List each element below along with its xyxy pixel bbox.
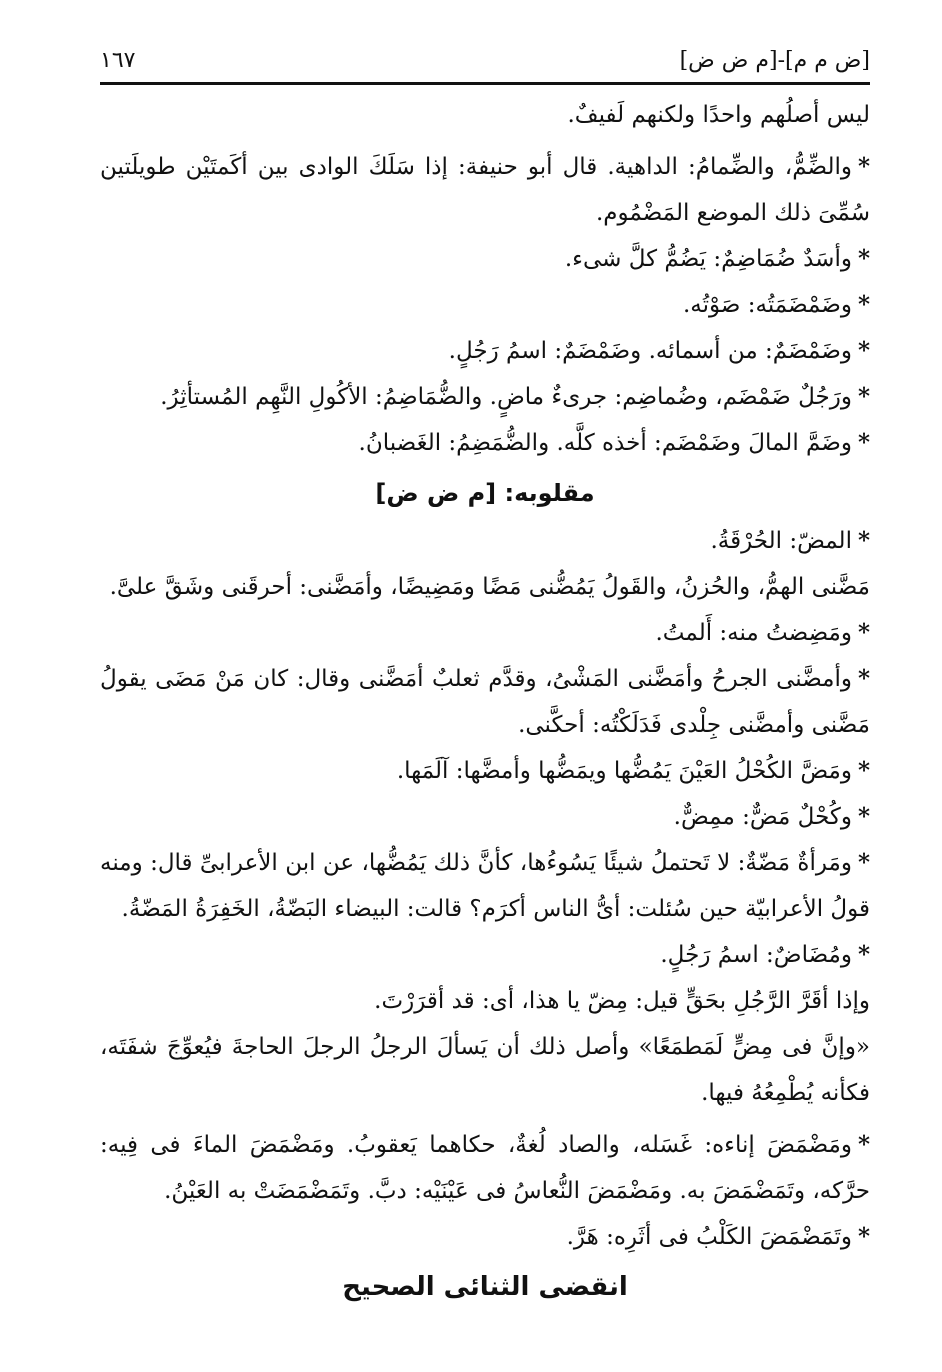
header-rule [100,82,870,85]
entry-star: * [857,849,870,876]
page-header [100,40,870,80]
paragraph: *وضَمْضَمَتُه: صَوْتُه. [683,291,870,318]
entry-star: * [857,527,870,554]
paragraph: *ومَرأةٌ مَضّةٌ: لا تَحتملُ شيئًا يَسُوءُها، كأنَّ ذلك يَمُضُّها، عن ابن الأعرابىِّ قال: ومنه قولُ الأعرابيّة حين سُئلت: أىُّ الناس أكرَم؟ قالت: البيضاء البَضّةُ، الخَفِرَةُ المَضّةُ. [100,849,870,922]
paragraph: *ومُضَاضٌ: اسمُ رَجُلٍ. [660,941,870,968]
page-number: ١٦٧ [100,47,136,73]
paragraph: *المضّ: الحُرْقَةُ. [710,527,870,554]
paragraph: «وإنَّ فى مِضٍّ لَمَطمَعًا» وأصل ذلك أن يَسألَ الرجلُ الرجلَ الحاجةَ فيُعوِّجَ شفَتَه، فكأنه يُطْمِعُهُ فيها. [100,1034,870,1106]
entry-star: * [857,803,870,830]
section-title: مقلوبه: [م ض ض] [375,479,595,507]
paragraph: *ورَجُلٌ ضَمْضَم، وضُماضِم: جرىءٌ ماضٍ. والضُّمَاضِمُ: الأكُولِ النَّهِم المُستأثِرُ. [160,383,870,410]
running-head: [ض م م]-[م ض ض] [679,47,870,73]
entry-star: * [857,1223,870,1250]
end-title: انقضى الثنائى الصحيح [342,1272,628,1302]
paragraph: *والضِّمُّ، والضِّمامُ: الداهية. قال أبو حنيفة: إذا سَلَكَ الوادى بين أكَمتَيْن طويلَتين سُمِّىَ ذلك الموضع المَضْمُوم. [100,153,870,226]
paragraph: *وضَمَّ المالَ وضَمْضَم: أخذه كلَّه. والضُّمَضِمُ: الغَضبانُ. [358,429,870,456]
entry-body [100,92,870,1310]
entry-star: * [857,337,870,364]
paragraph: وإذا أقَرَّ الرَّجُلِ بحَقٍّ قيل: مِضّ يا هذا، أى: قد أقرَرْتَ. [374,988,870,1014]
paragraph: *ومَضِضتُ منه: أَلمتُ. [655,619,870,646]
entry-star: * [857,291,870,318]
paragraph: ليس أصلُهم واحدًا ولكنهم لَفيفٌ. [567,102,870,128]
entry-star: * [857,665,870,692]
paragraph: *ومَضَّ الكُحْلُ العَيْنَ يَمُضُّها ويمَضُّها وأمضَّها: آلَمَها. [396,757,870,784]
entry-star: * [857,153,870,180]
paragraph: *وأمضَّنى الجرحُ وأمَضَّنى المَشْىُ، وقدَّم ثعلبٌ أمَضَّنى وقال: كان مَنْ مَضَى يقولُ مَضَّنى وأمضَّنى جِلْدى فَدَلَكْتُه: أحكَّنى. [100,665,870,738]
entry-star: * [857,245,870,272]
entry-star: * [857,383,870,410]
paragraph: مَضَّنى الهمُّ، والحُزنُ، والقَولُ يَمُضُّنى مَضًا ومَضِيضًا، وأمَضَّنى: أحرقَنى وشَقَّ علىَّ. [109,574,870,600]
paragraph: *ومَضْمَضَ إناءه: غَسَله، والصاد لُغةٌ، حكاهما يَعقوبُ. ومَضْمَضَ الماءَ فى فِيه: حرَّكه، وتَمَضْمَضَ به. ومَضْمَضَ النُّعاسُ فى عَيْنَيْه: دبَّ. وتَمَضْمَضَتْ به العَيْنُ. [100,1131,870,1204]
paragraph: *وكُحْلٌ مَضٌّ: ممِضٌّ. [673,803,870,830]
entry-star: * [857,429,870,456]
paragraph: *وتَمَضْمَضَ الكَلْبُ فى أثَرِه: هَرَّ. [566,1223,870,1250]
entry-star: * [857,1131,870,1158]
paragraph: *وضَمْضَمٌ: من أسمائه. وضَمْضَمٌ: اسمُ رَجُلٍ. [448,337,870,364]
entry-star: * [857,757,870,784]
paragraph: *وأسَدٌ ضُمَاضِمٌ: يَضُمُّ كلَّ شىء. [564,245,870,272]
entry-star: * [857,619,870,646]
entry-star: * [857,941,870,968]
